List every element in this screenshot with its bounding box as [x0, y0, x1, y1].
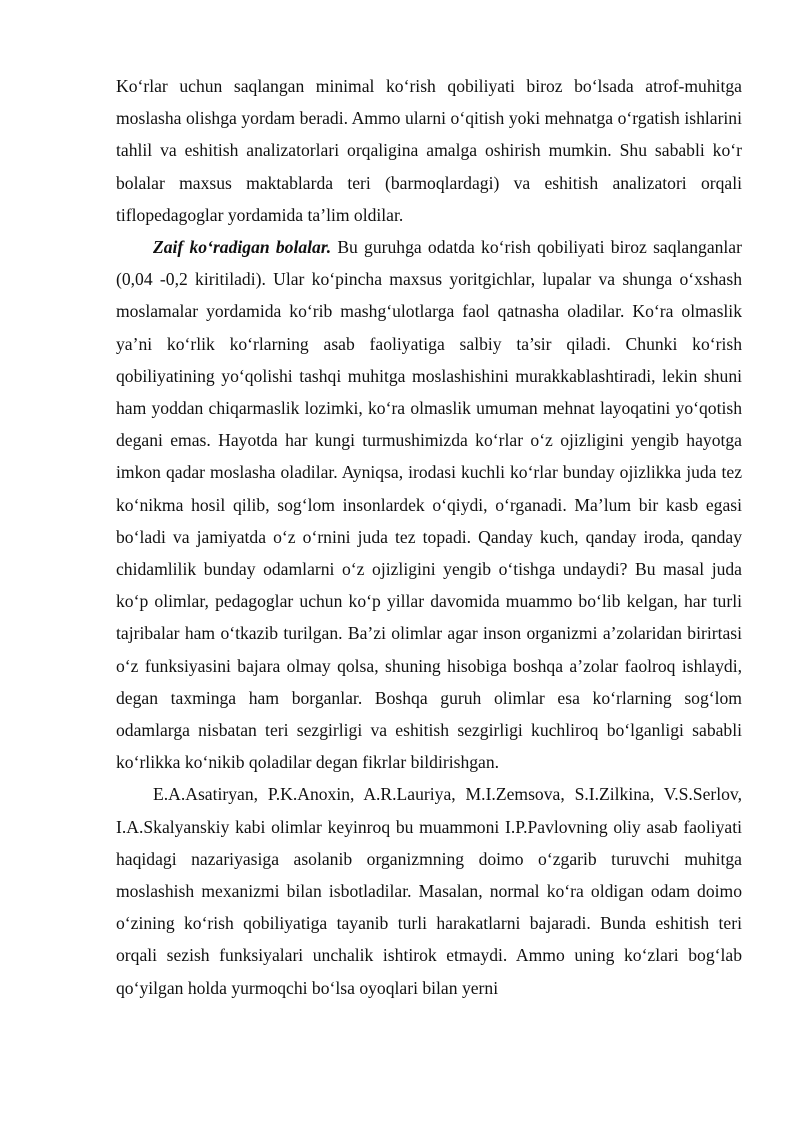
document-page [116, 70, 742, 1004]
paragraph-3-text: E.A.Asatiryan, P.K.Anoxin, A.R.Lauriya, M.I.Zemsova, S.I.Zilkina, V.S.Serlov, I.A.Skalyanskiy kabi olimlar keyinroq bu muammoni I.P.Pavlovning oliy asab faoliyati haqidagi nazariyasiga asolanib organizmning doimo o‘zgarib turuvchi muhitga moslashish mexanizmi bilan isbotladilar. Masalan, normal ko‘ra oldigan odam doimo o‘zining ko‘rish qobiliyatiga tayanib turli harakatlarni bajaradi. Bunda eshitish teri orqali sezish funksiyalari unchalik ishtirok etmaydi. Ammo uning ko‘zlari bog‘lab qo‘yilgan holda yurmoqchi bo‘lsa oyoqlari bilan yerni [116, 784, 742, 998]
paragraph-2 [116, 231, 742, 778]
paragraph-3 [116, 778, 742, 1003]
paragraph-1 [116, 70, 742, 231]
paragraph-2-text: Bu guruhga odatda ko‘rish qobiliyati biroz saqlanganlar (0,04 -0,2 kiritiladi). Ular ko‘pincha maxsus yoritgichlar, lupalar va shunga o‘xshash moslamalar yordamida ko‘rib mashg‘ulotlarga faol qatnasha oladilar. Ko‘ra olmaslik ya’ni ko‘rlik ko‘rlarning asab faoliyatiga salbiy ta’sir qiladi. Chunki ko‘rish qobiliyatining yo‘qolishi tashqi muhitga moslashishini murakkablashtiradi, lekin shuni ham yoddan chiqarmaslik lozimki, ko‘ra olmaslik umuman mehnat layoqatini yo‘qotish degani emas. Hayotda har kungi turmushimizda ko‘rlar o‘z ojizligini yengib hayotga imkon qadar moslasha oladilar. Ayniqsa, irodasi kuchli ko‘rlar bunday ojizlikka juda tez ko‘nikma hosil qilib, sog‘lom insonlardek o‘qiydi, o‘rganadi. Ma’lum bir kasb egasi bo‘ladi va jamiyatda o‘z o‘rnini juda tez topadi. Qanday kuch, qanday iroda, qanday chidamlilik bunday odamlarni o‘z ojizligini yengib o‘tishga undaydi? Bu masal juda ko‘p olimlar, pedagoglar uchun ko‘p yillar davomida muammo bo‘lib kelgan, har turli tajribalar ham o‘tkazib turilgan. Ba’zi olimlar agar inson organizmi a’zolaridan birirtasi o‘z funksiyasini bajara olmay qolsa, shuning hisobiga boshqa a’zolar faolroq ishlaydi, degan taxminga ham borganlar. Boshqa guruh olimlar esa ko‘rlarning sog‘lom odamlarga nisbatan teri sezgirligi va eshitish sezgirligi kuchliroq bo‘lganligi sababli ko‘rlikka ko‘nikib qoladilar degan fikrlar bildirishgan. [116, 237, 742, 773]
paragraph-1-text: Ko‘rlar uchun saqlangan minimal ko‘rish qobiliyati biroz bo‘lsada atrof-muhitga moslasha olishga yordam beradi. Ammo ularni o‘qitish yoki mehnatga o‘rgatish ishlarini tahlil va eshitish analizatorlari orqaligina amalga oshirish mumkin. Shu sababli ko‘r bolalar maxsus maktablarda teri (barmoqlardagi) va eshitish analizatori orqali tiflopedagoglar yordamida ta’lim oldilar. [116, 76, 742, 225]
section-heading-zaif: Zaif ko‘radigan bolalar. [153, 237, 332, 258]
